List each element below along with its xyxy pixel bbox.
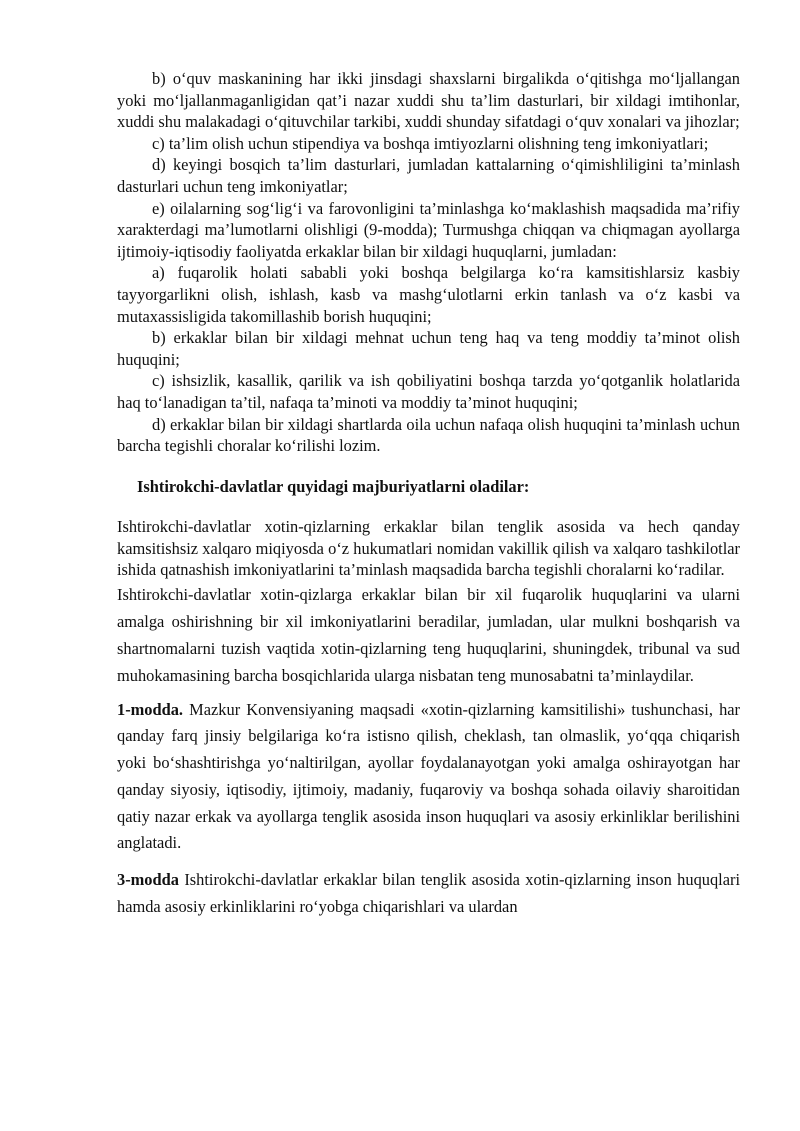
article-3 — [117, 867, 740, 921]
paragraph-d-family-benefit: d) erkaklar bilan bir xildagi shartlarda oila uchun nafaqa olish huquqini ta’minlash uchun barcha tegishli choralar ko‘rilishi lozim. — [117, 414, 740, 456]
paragraph-d-programs: d) keyingi bosqich ta’lim dasturlari, jumladan kattalarning o‘qimishliligini ta’minlash dasturlari uchun teng imkoniyatlar; — [117, 155, 740, 196]
article-label: 1-modda. — [117, 699, 184, 719]
paragraph-b-education: b) o‘quv maskanining har ikki jinsdagi shaxslarni birgalikda o‘qitishga mo‘ljallangan yoki mo‘ljallanmaganligidan qat’i nazar xuddi shu ta’lim dasturlari, bir xildagi imtihonlar, xuddi shu malakadagi o‘qituvchilar tarkibi, xuddi shunday sifatdagi o‘quv xonalari va jihozlar; — [117, 69, 740, 132]
document-page — [117, 68, 740, 921]
article-label: 3-modda — [117, 870, 179, 890]
paragraph-b-equal-pay: b) erkaklar bilan bir xildagi mehnat uchun teng haq va teng moddiy ta’minot olish huquqini; — [117, 328, 740, 369]
paragraph-e-family-health: e) oilalarning sog‘lig‘i va farovonligini ta’minlashga ko‘maklashish maqsadida ma’rifiy xarakterdagi ma’lumotlarni olishligi (9-modda); Turmushga chiqqan va chiqmagan ayollarga ijtimoiy-iqtisodiy faoliyatda erkaklar bilan bir xildagi huquqlarni, jumladan: — [117, 198, 740, 261]
article-text: Mazkur Konvensiyaning maqsadi «xotin-qizlarning kamsitilishi» tushunchasi, har qanday farq jinsiy belgilariga ko‘ra istisno qilish, cheklash, tan olmaslik, yo‘qqa chiqarish yoki bo‘shashtirishga yo‘naltirilgan, ayollar foydalanayotgan yoki amalga oshirayotgan har qanday siyosiy, iqtisodiy, ijtimoiy, madaniy, fuqaroviy va boshqa sohada oilaviy sharoitidan qatiy nazar erkak va ayollarga tenglik asosida inson huquqlari va asosiy erkinliklar berilishini anglatadi. — [117, 699, 740, 853]
section-heading: Ishtirokchi-davlatlar quyidagi majburiyatlarni oladilar: — [137, 476, 530, 496]
article-1 — [117, 697, 740, 858]
paragraph-c-stipend: c) ta’lim olish uchun stipendiya va boshqa imtiyozlarni olishning teng imkoniyatlari; — [152, 133, 709, 153]
paragraph-a-profession: a) fuqarolik holati sababli yoki boshqa belgilarga ko‘ra kamsitishlarsiz kasbiy tayyorgarlikni olish, ishlash, kasb va mashg‘ulotlarni erkin tanlash va o‘z kasbi va mutaxassisligida takomillashib borish huquqini; — [117, 263, 740, 326]
paragraph-c-leave: c) ishsizlik, kasallik, qarilik va ish qobiliyatini boshqa tarzda yo‘qotganlik holatlarida haq to‘lanadigan ta’til, nafaqa ta’minoti va moddiy ta’minot huquqini; — [117, 371, 740, 412]
obligation-paragraph: Ishtirokchi-davlatlar xotin-qizlarga erkaklar bilan bir xil fuqarolik huquqlarini va ularni amalga oshirishning bir xil imkoniyatlarini beradilar, jumladan, ular mulkni boshqarish va shartnomalarni tuzish vaqtida xotin-qizlarning teng huquqlarini, shuningdek, tribunal va sud muhokamasining barcha bosqichlarida ularga nisbatan teng munosabatni ta’minlaydilar. — [117, 584, 740, 685]
obligation-paragraph: Ishtirokchi-davlatlar xotin-qizlarning erkaklar bilan tenglik asosida va hech qanday kamsitishsiz xalqaro miqiyosda o‘z hukumatlari nomidan vakillik qilish va xalqaro tashkilotlar ishida qatnashish imkoniyatlarini ta’minlash maqsadida barcha tegishli choralarni ko‘radilar. — [117, 517, 740, 580]
article-text: Ishtirokchi-davlatlar erkaklar bilan tenglik asosida xotin-qizlarning inson huquqlari hamda asosiy erkinliklarini ro‘yobga chiqarishlari va ulardan — [117, 870, 740, 917]
